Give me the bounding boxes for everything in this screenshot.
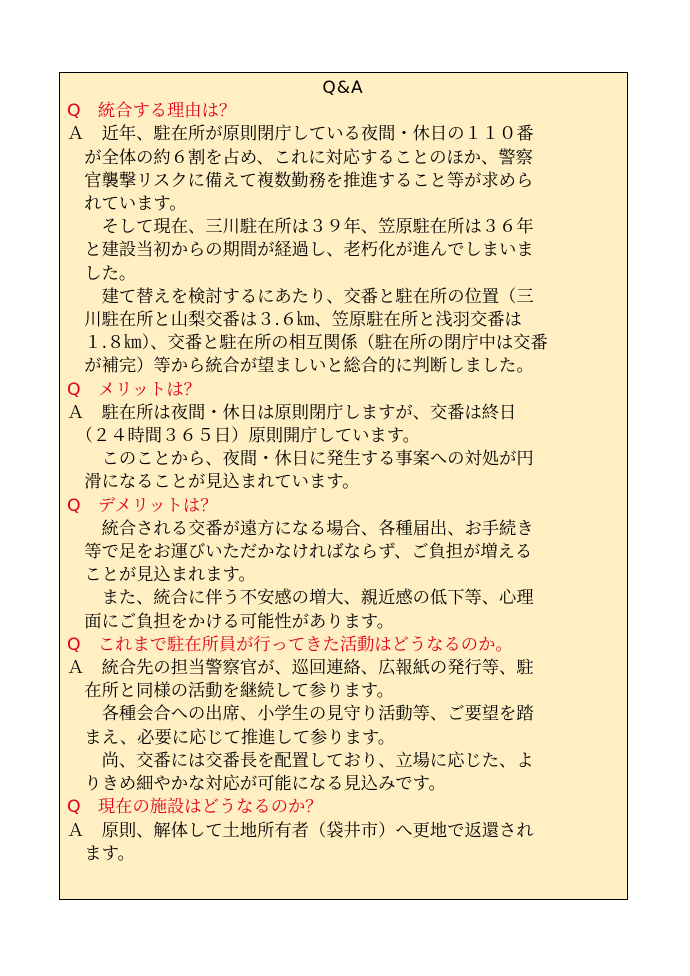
question: Q メリットは？ — [67, 379, 201, 400]
answer-line: が補完）等から統合が望ましいと総合的に判断しました。 — [67, 356, 534, 377]
answer — [67, 402, 619, 495]
answer-line: した。 — [67, 263, 137, 284]
answer-line: 建て替えを検討するにあたり、交番と駐在所の位置（三 — [67, 286, 534, 307]
answer-line: このことから、夜間・休日に発生する事案への対処が円 — [67, 449, 534, 470]
answer-line: また、統合に伴う不安感の増大、親近感の低下等、心理 — [67, 588, 534, 609]
answer-line: 等で足をお運びいただかなければならず、ご負担が増える — [67, 542, 533, 563]
question: Q デメリットは？ — [67, 495, 218, 516]
answer-line: １.８㎞）、交番と駐在所の相互関係（駐在所の閉庁中は交番 — [67, 333, 548, 354]
answer-line: 面にご負担をかける可能性があります。 — [67, 611, 394, 632]
answer-line: りきめ細やかな対応が可能になる見込みです。 — [67, 774, 446, 795]
answer-line: が全体の約６割を占め、これに対応することのほか、警察 — [67, 147, 533, 168]
answer — [67, 657, 619, 796]
qa-title: Q&A — [322, 78, 364, 98]
answer-line: そして現在、三川駐在所は３９年、笠原駐在所は３６年 — [67, 217, 534, 238]
answer-line: 統合される交番が遠方になる場合、各種届出、お手続き — [67, 518, 534, 539]
question: Q これまで駐在所員が行ってきた活動はどうなるのか。 — [67, 634, 513, 655]
answer-line: Ａ 原則、解体して土地所有者（袋井市）へ更地で返還され — [67, 820, 534, 841]
answer-line: 官襲撃リスクに備えて複数勤務を推進すること等が求めら — [67, 170, 534, 191]
qa-box — [59, 72, 628, 900]
question: Q 現在の施設はどうなるのか？ — [67, 797, 323, 818]
answer-line: 各種会合への出席、小学生の見守り活動等、ご要望を踏 — [67, 704, 534, 725]
answer-line: 川駐在所と山梨交番は３.６㎞、笠原駐在所と浅羽交番は — [67, 310, 522, 331]
answer-line: Ａ 駐在所は夜間・休日は原則閉庁しますが、交番は終日 — [67, 402, 517, 423]
answer-line: ことが見込まれます。 — [67, 565, 256, 586]
qa-list — [67, 100, 619, 866]
answer-line: と建設当初からの期間が経過し、老朽化が進んでしまいま — [67, 240, 534, 261]
answer-line: ます。 — [67, 843, 135, 864]
answer-line: 尚、交番には交番長を配置しており、立場に応じた、よ — [67, 750, 534, 771]
answer-line: Ａ 近年、駐在所が原則閉庁している夜間・休日の１１０番 — [67, 124, 534, 145]
answer-line: Ａ 統合先の担当警察官が、巡回連絡、広報紙の発行等、駐 — [67, 658, 534, 679]
answer-line: れています。 — [67, 194, 187, 215]
answer-line: 滑になることが見込まれています。 — [67, 472, 360, 493]
answer-line: （２４時間３６５日）原則開庁しています。 — [67, 426, 420, 447]
answer — [67, 518, 619, 634]
question: Q 統合する理由は？ — [67, 101, 237, 122]
answer-line: まえ、必要に応じて推進して参ります。 — [67, 727, 395, 748]
answer — [67, 123, 619, 378]
answer — [67, 820, 619, 866]
answer-line: 在所と同様の活動を継続して参ります。 — [67, 681, 394, 702]
